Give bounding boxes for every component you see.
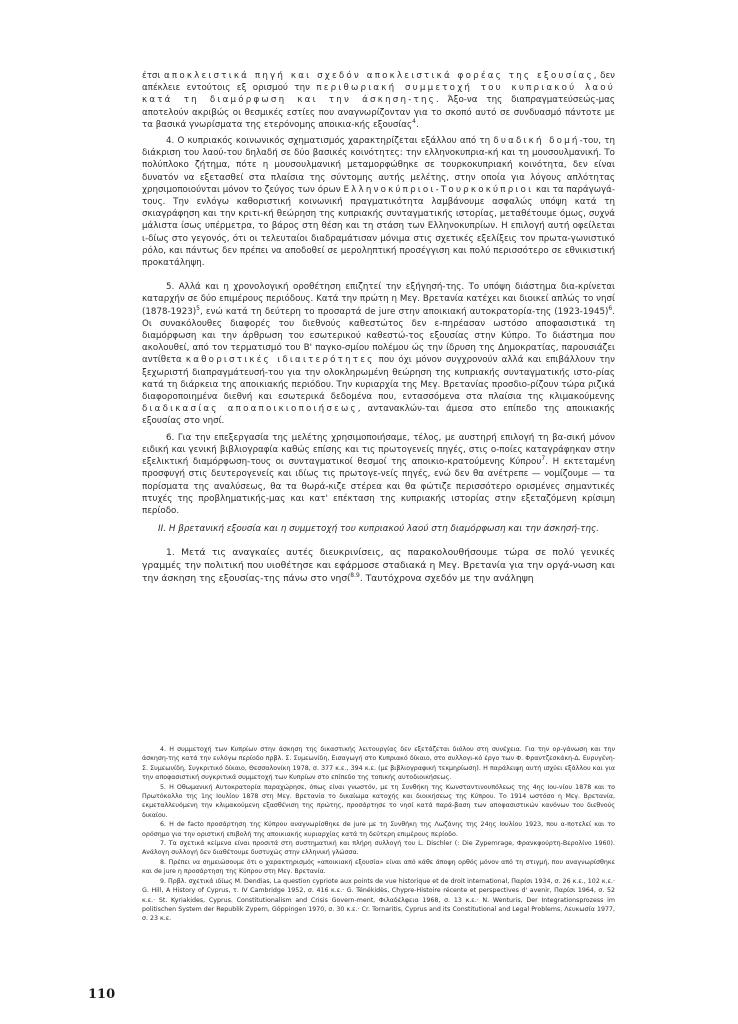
paragraph-section-1: 1. Μετά τις αναγκαίες αυτές διευκρινίσεις, ας παρακολουθήσουμε τώρα σε πολύ γενικές γραμμές την πολιτική που υιοθέτησε και εφάρμοσε σταδιακά η Μεγ. Βρετανία για την οργά-νωση και την άσκηση της εξουσίας-της πάνω στο νησί$^{8.9}$. Ταυτόχρονα σχεδόν με την ανάληψη	[142, 547, 615, 584]
footnote-8: 8. Πρέπει να σημειώσουμε ότι ο χαρακτηρισμός «αποικιακή εξουσία» είναι από κάθε άποψη ορθός μόνον από τη στιγμή, που αναγνωρίσθηκε και de jure η προσάρτηση της Κύπρου στη Μεγ. Βρετανία.	[142, 858, 615, 876]
footnote-4: 4. Η συμμετοχή των Κυπρίων στην άσκηση της δικαστικής λειτουργίας δεν εξετάζεται διόλου στη συνέχεια. Για την ορ-γάνωση και την άσκηση-της κατά την ενλόγω περίοδο πρβλ. Σ. Συμεωνίδη, Εισαγωγή στο Κυπριακό δίκαιο, στο συλλογι-κό έργο των Φ. Φραντζεσκάκη-Δ. Ευρυγένη-Σ. Συμεωνίδη, Συγκριτικό δίκαιο, Θεσσαλονίκη 1978, σ. 377 κ.ε., 394 κ.ε. (με βιβλιογραφική τεκμηρίωση). Η παράλειψη αυτή ισχύει εξάλλου και για την αποφασιστική συγκριτικά συμμετοχή των Κυπρίων στο επίπεδο της τοπικής αυτοδιοικήσεως.	[142, 746, 615, 782]
page-number: 110	[88, 987, 116, 1002]
paragraph-6: 6. Για την επεξεργασία της μελέτης χρησιμοποιήσαμε, τέλος, με αυστηρή επιλογή τη βα-σική μόνον ειδική και γενική βιβλιογραφία καθώς επίσης και τις πρωτογενείς πηγές, στις ο-ποίες καταγράφηκαν στην εξελικτική διαμόρφωση-τους οι συνταγματικοί θεσμοί της αποικιο-κρατούμενης Κύπρου$^7$. Η εκτεταμένη προσφυγή στις δευτερογενείς και ιδίως τις πρωτογε-νείς πηγές, ενώ δεν θα ανέτρεπε — νομίζουμε — τα πορίσματα της αναλύσεως, θα τα θωρά-κιζε στέρεα και θα φώτιζε περισσότερο ορισμένες σημαντικές πτυχές της προβληματικής-μας και κατ' επέκταση της κυπριακής ιστορίας στην εξεταζόμενη κρίσιμη περίοδο.	[142, 432, 615, 516]
paragraph-gap	[142, 269, 615, 281]
footnote-ref: 7	[541, 455, 546, 463]
footnote-ref: 5	[196, 304, 200, 312]
paragraph-5: 5. Αλλά και η χρονολογική οροθέτηση επιζητεί την εξήγησή-της. Το υπόψη διάστημα δια-κρίνεται καταρχήν σε δύο επιμέρους περιόδους. Κατά την πρώτη η Μεγ. Βρετανία κατέχει και διοικεί απλώς το νησί (1878-1923)$^5$, ενώ κατά τη δεύτερη το προσαρτά de jure στην αποικιακή αυτοκρατορία-της (1923-1945)$^6$. Οι συνακόλουθες διαφορές του διεθνούς καθεστώτος δεν ε-πηρέασαν ωστόσο αποφασιστικά τη διαμόρφωση και την άρθρωση του εσωτερικού καθεστώ-τος εξουσίας στην Κύπρο. Το διάστημα που ακολουθεί, από τον τερματισμό του Β' παγκο-σμίου πολέμου ώς την ίδρυση της Δημοκρατίας, παρουσιάζει αντίθετα καθοριστικές ιδιαιτερότητες που όχι μόνον συγχρονούν αλλά και επιβάλλουν την ξεχωριστή διαπραγμάτευσή-του για την ολοκληρωμένη θεώρηση της κυπριακής συνταγματικής ιστο-ρίας κατά τη διάρκεια της αποικιακής περιόδου. Την κυριαρχία της Μεγ. Βρετανίας προσδιο-ρίζουν τώρα ριζικά διαφοροποιημένα διεθνή και εσωτερικά δεδομένα που, εντασσόμενα στα πλαίσια της κλιμακούμενης διαδικασίας αποαποικιοποιήσεως, αντανακλών-ται άμεσα στο επίπεδο της αποικιακής εξουσίας στο νησί.	[142, 282, 615, 427]
footnote-5: 5. Η Οθωμανική Αυτοκρατορία παραχώρησε, όπως είναι γνωστόν, με τη Συνθήκη της Κωνσταντινουπόλεως της 4ης Ιου-νίου 1878 και το Πρωτόκολλο της 1ης Ιουλίου 1878 στη Μεγ. Βρετανία το δικαίωμα κατοχής και διοικήσεως της Κύπρου. Το 1914 ωστόσο η Μεγ. Βρετανία, εκμεταλλευόμενη την κλιμακούμενη εξασθένιση της πρώτης, προσάρτησε το νησί κατά παρά-βαση των αποφασιστικών κανόνων του διεθνούς δικαίου.	[142, 783, 615, 819]
spaced-emphasis: Ελληνοκύπριοι-Τουρκοκύπριοι	[343, 184, 534, 195]
spaced-emphasis: διαδικασίας αποαποικιοποιήσεως	[142, 404, 358, 415]
footnotes	[142, 745, 615, 924]
spaced-emphasis: αποκλειστικά πηγή και σχεδόν αποκλειστικά φορέας της εξουσίας	[163, 71, 594, 81]
paragraph-4: 4. Ο κυπριακός κοινωνικός σχηματισμός χαρακτηρίζεται εξάλλου από τη δυαδική δομή-του, τη διάκριση του λαού-του δηλαδή σε δύο βασικές κοινότητες: την ελληνοκυπρια-κή και τη μουσουλμανική. Το πολύπλοκο ζήτημα, πότε η μουσουλμανική μεταμορφώθηκε σε τουρκοκυπριακή κοινότητα, δεν είναι δυνατόν να εξετασθεί στα πλαίσια της σύντομης αυτής μελέτης, στην οποία για λόγους απλότητας χρησιμοποιούνται μόνον το ζεύγος των όρων Ελληνοκύπριοι-Τουρκοκύπριοι και τα παράγωγά-τους. Την ενλόγω καθοριστική κοινωνική πραγματικότητα λαμβάνουμε ασφαλώς υπόψη κατά τη σκιαγράφηση και την κριτι-κή θεώρηση της κυπριακής συνταγματικής ιστορίας, μεταθέτουμε όμως, συχνά μάλιστα ίσως υπέρμετρα, το βάρος στη θέση και τη στάση των Ελληνοκυπρίων. Η επιλογή αυτή οφείλεται ι-δίως στο γεγονός, ότι οι τελευταίοι διαδραμάτισαν μόνιμα στις σχετικές εξελίξεις τον πρωτα-γωνιστικό ρόλο, και πάντως δεν πρέπει να αποδοθεί σε μεροληπτική προσέγγιση και πολύ περισσότερο σε εθνικιστική προκατάληψη.	[142, 136, 615, 269]
section-heading: II. Η βρετανική εξουσία και η συμμετοχή του κυπριακού λαού στη διαμόρφωση και την άσκησή-της.	[158, 524, 599, 535]
footnote-ref: 4	[412, 117, 416, 125]
footnote-9: 9. Πρβλ. σχετικά ιδίως M. Dendias, La question cypriote aux points de vue historique et de droit international, Παρίσι 1934, σ. 26 κ.ε., 102 κ.ε.· G. Hill, A History of Cyprus, τ. IV Cambridge 1952, σ. 416 κ.ε.· G. Ténékidès, Chypre-Histoire récente et perspectives d' avenir, Παρίσι 1964, σ. 52 κ.ε.· St. Kyriakides, Cyprus. Constitutionalism and Crisis Govern-ment, Φιλαδέλφεια 1968, σ. 13 κ.ε.· N. Wenturis, Der Integrationsprozess im politischen System der Republik Zypern, Göppingen 1970, σ. 30 κ.ε.· Cr. Tornaritis, Cyprus and its Constitutional and Legal Problems, Λευκωσία 1977, σ. 23 κ.ε.	[142, 877, 615, 923]
spaced-emphasis: καθοριστικές ιδιαιτερότητες	[185, 355, 375, 366]
footnote-6: 6. Η de facto προσάρτηση της Κύπρου αναγνωρίσθηκε de jure με τη Συνθήκη της Λωζάνης της 24ης Ιουλίου 1923, που α-ποτελεί και το ορόσημο για την οριστική επιβολή της αποικιακής κυριαρχίας κατά τη δεύτερη επιμέρους περίοδο.	[142, 821, 615, 838]
footnote-7: 7. Τα σχετικά κείμενα είναι προσιτά στη συστηματική και πλήρη συλλογή του L. Dischler (: Die Zypernrage, Φρανκφούρτη-Βερολίνο 1960). Ανάλογη συλλογή δεν διαθέτουμε δυστυχώς στην ελληνική γλώσσα.	[142, 840, 615, 857]
paragraph-intro: έτσι αποκλειστικά πηγή και σχεδόν αποκλειστικά φορέας της εξουσίας, δεν απέκλειε εντούτοις εξ ορισμού την περιθωριακή συμμετοχή του κυπριακού λαού κατά τη διαμόρφωση και την άσκηση-της. Άξο-να της διαπραγματεύσεώς-μας αποτελούν ακριβώς οι θεσμικές εστίες που αναγνωρίζονταν για το σκοπό αυτό σε συνδυασμό πάντοτε με τα βασικά γνωρίσματα της ετερόνομης αποικια-κής εξουσίας$^4$.	[142, 71, 615, 130]
footnote-ref: 8.9	[350, 571, 360, 579]
main-text	[142, 70, 615, 586]
paragraph-gap	[142, 535, 615, 547]
spaced-emphasis: περιθωριακή συμμετοχή του κυπριακού λαού κατά τη διαμόρφωση και την άσκηση-της	[142, 83, 615, 106]
footnote-ref: 6	[608, 304, 613, 312]
spaced-emphasis: δυαδική δομή	[493, 136, 580, 147]
